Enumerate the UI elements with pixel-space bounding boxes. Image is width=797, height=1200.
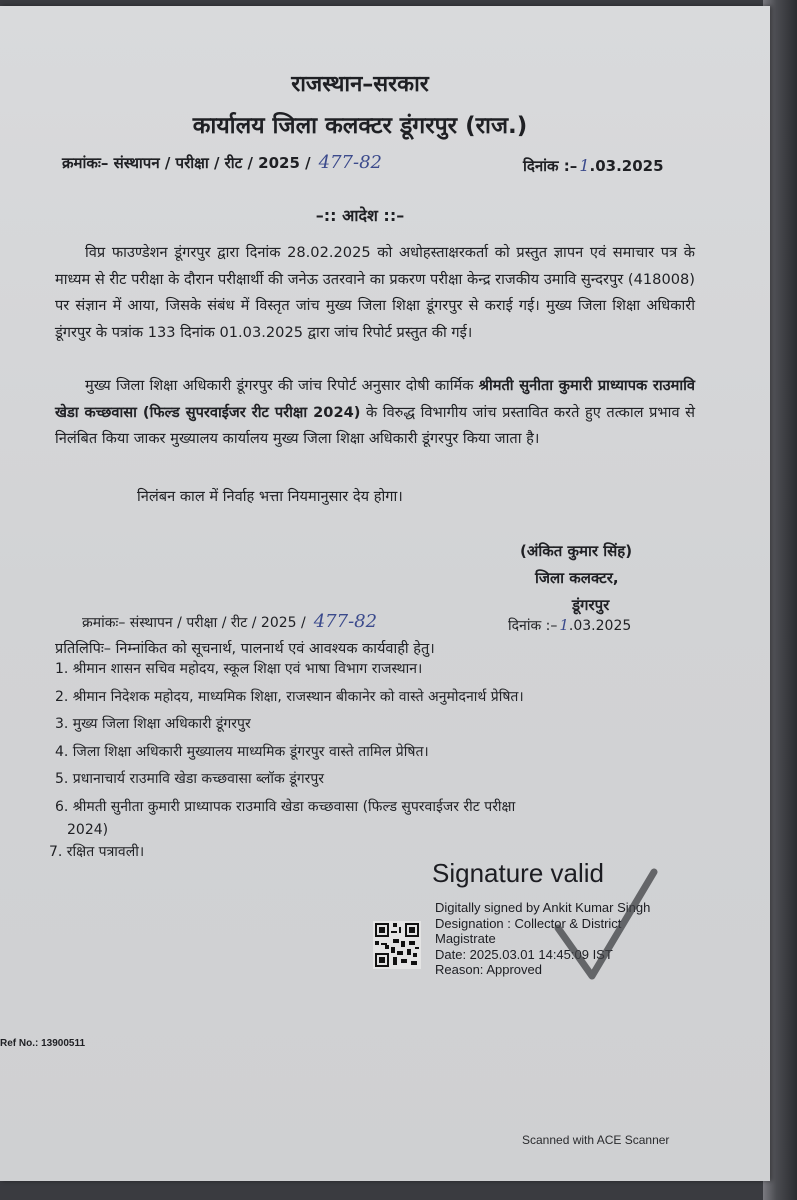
header-government: राजस्थान–सरकार: [291, 72, 429, 97]
scanner-watermark: Scanned with ACE Scanner: [522, 1133, 670, 1147]
order-title: –:: आदेश ::–: [315, 206, 405, 225]
ds-line: Reason: Approved: [435, 962, 542, 977]
signature-valid-title: Signature valid: [432, 858, 604, 888]
ds-line: Digitally signed by Ankit Kumar Singh: [435, 900, 651, 915]
reference-number-label: क्रमांकः– संस्थापन / परीक्षा / रीट / 2025 /: [62, 154, 311, 172]
copy-reference-line: [82, 611, 377, 632]
copy-handwritten-number: 477-82: [313, 611, 378, 632]
paragraph-2-end: के विरुद्ध विभागीय जांच प्रस्तावित करते हुए तत्काल प्रभाव से निलंबित किया जाकर मुख्यालय कार्यालय मुख्य जिला शिक्षा अधिकारी डूंगरपुर किया जाता है।: [55, 403, 696, 447]
reference-number: Ref No.: 13900511: [0, 1038, 86, 1049]
copy-handwritten-date: 1: [559, 616, 569, 634]
signatory-title: जिला कलक्टर,: [535, 569, 619, 587]
ds-line: Date: 2025.03.01 14:45:09 IST: [435, 946, 613, 962]
list-item: 5. प्रधानाचार्य राउमावि खेडा कच्छवासा ब्लॉक डूंगरपुर: [55, 771, 325, 787]
date-label: दिनांक :–: [523, 157, 578, 175]
paragraph-3: [55, 484, 695, 511]
list-item: 2. श्रीमान निदेशक महोदय, माध्यमिक शिक्षा, राजस्थान बीकानेर को वास्ते अनुमोदनार्थ प्रेषित।: [55, 688, 524, 705]
paragraph-2-start: मुख्य जिला शिक्षा अधिकारी डूंगरपुर की जांच रिपोर्ट अनुसार दोषी कार्मिक: [85, 377, 479, 394]
paragraph-2-accused: श्रीमती सुनीता कुमारी प्राध्यापक राउमावि खेडा कच्छवासा (फिल्ड सुपरवाईजर रीट परीक्षा 2024): [55, 377, 695, 421]
copy-list: [49, 656, 524, 867]
signatory-name: (अंकित कुमार सिंह): [520, 542, 633, 560]
reference-date: [523, 156, 664, 176]
list-item: 7. रक्षित पत्रावली।: [49, 844, 145, 860]
ds-line: Magistrate: [435, 931, 496, 946]
signatory-block: [520, 538, 632, 619]
ds-line: Designation : Collector & District: [435, 915, 622, 931]
signature-valid-tick-icon: [550, 866, 660, 986]
header-office: कार्यालय जिला कलक्टर डूंगरपुर (राज.): [192, 113, 528, 139]
handwritten-date: 1: [579, 156, 590, 175]
paragraph-3-text: निलंबन काल में निर्वाह भत्ता नियमानुसार देय होगा।: [137, 488, 403, 505]
copy-intro: प्रतिलिपिः– निम्नांकित को सूचनार्थ, पालनार्थ एवं आवश्यक कार्यवाही हेतु।: [55, 641, 435, 657]
paragraph-1-text: विप्र फाउण्डेशन डूंगरपुर द्वारा दिनांक 28.02.2025 को अधोहस्ताक्षरकर्ता को प्रस्तुत ज्ञापन एवं समाचार पत्र के माध्यम से रीट परीक्षा के दौरान परीक्षार्थी की जनेऊ उतरवाने का प्रकरण परीक्षा केन्द्र राजकीय उमावि सुन्दरपुर (418008) पर संज्ञान में आया, जिसके संबंध में विस्तृत जांच मुख्य जिला शिक्षा डूंगरपुर से कराई गई। मुख्य जिला शिक्षा अधिकारी डूंगरपुर के पत्रांक 133 दिनांक 01.03.2025 द्वारा जांच रिपोर्ट प्रस्तुत की गई।: [55, 244, 695, 341]
list-item: 6. श्रीमती सुनीता कुमारी प्राध्यापक राउमावि खेडा कच्छवासा (फिल्ड सुपरवाईजर रीट परीक्षा: [55, 798, 516, 815]
list-item: 3. मुख्य जिला शिक्षा अधिकारी डूंगरपुर: [55, 716, 251, 732]
date-value: .03.2025: [589, 157, 664, 175]
qr-code-icon: [373, 921, 421, 969]
handwritten-number: 477-82: [318, 152, 382, 173]
paragraph-2: [55, 373, 695, 453]
list-item: 1. श्रीमान शासन सचिव महोदय, स्कूल शिक्षा एवं भाषा विभाग राजस्थान।: [55, 661, 423, 677]
copy-reference-label: क्रमांकः– संस्थापन / परीक्षा / रीट / 2025 /: [82, 615, 306, 631]
copy-reference-date: [508, 616, 631, 635]
paragraph-1: [55, 240, 695, 346]
reference-line: [62, 152, 382, 173]
list-item: 4. जिला शिक्षा अधिकारी मुख्यालय माध्यमिक डूंगरपुर वास्ते तामिल प्रेषित।: [55, 743, 429, 760]
signatory-place: डूंगरपुर: [572, 596, 610, 614]
document-page: [0, 6, 770, 1181]
copy-date-label: दिनांक :–: [508, 618, 558, 634]
copy-date-value: .03.2025: [568, 618, 632, 634]
list-item-continuation: 2024): [67, 822, 109, 838]
